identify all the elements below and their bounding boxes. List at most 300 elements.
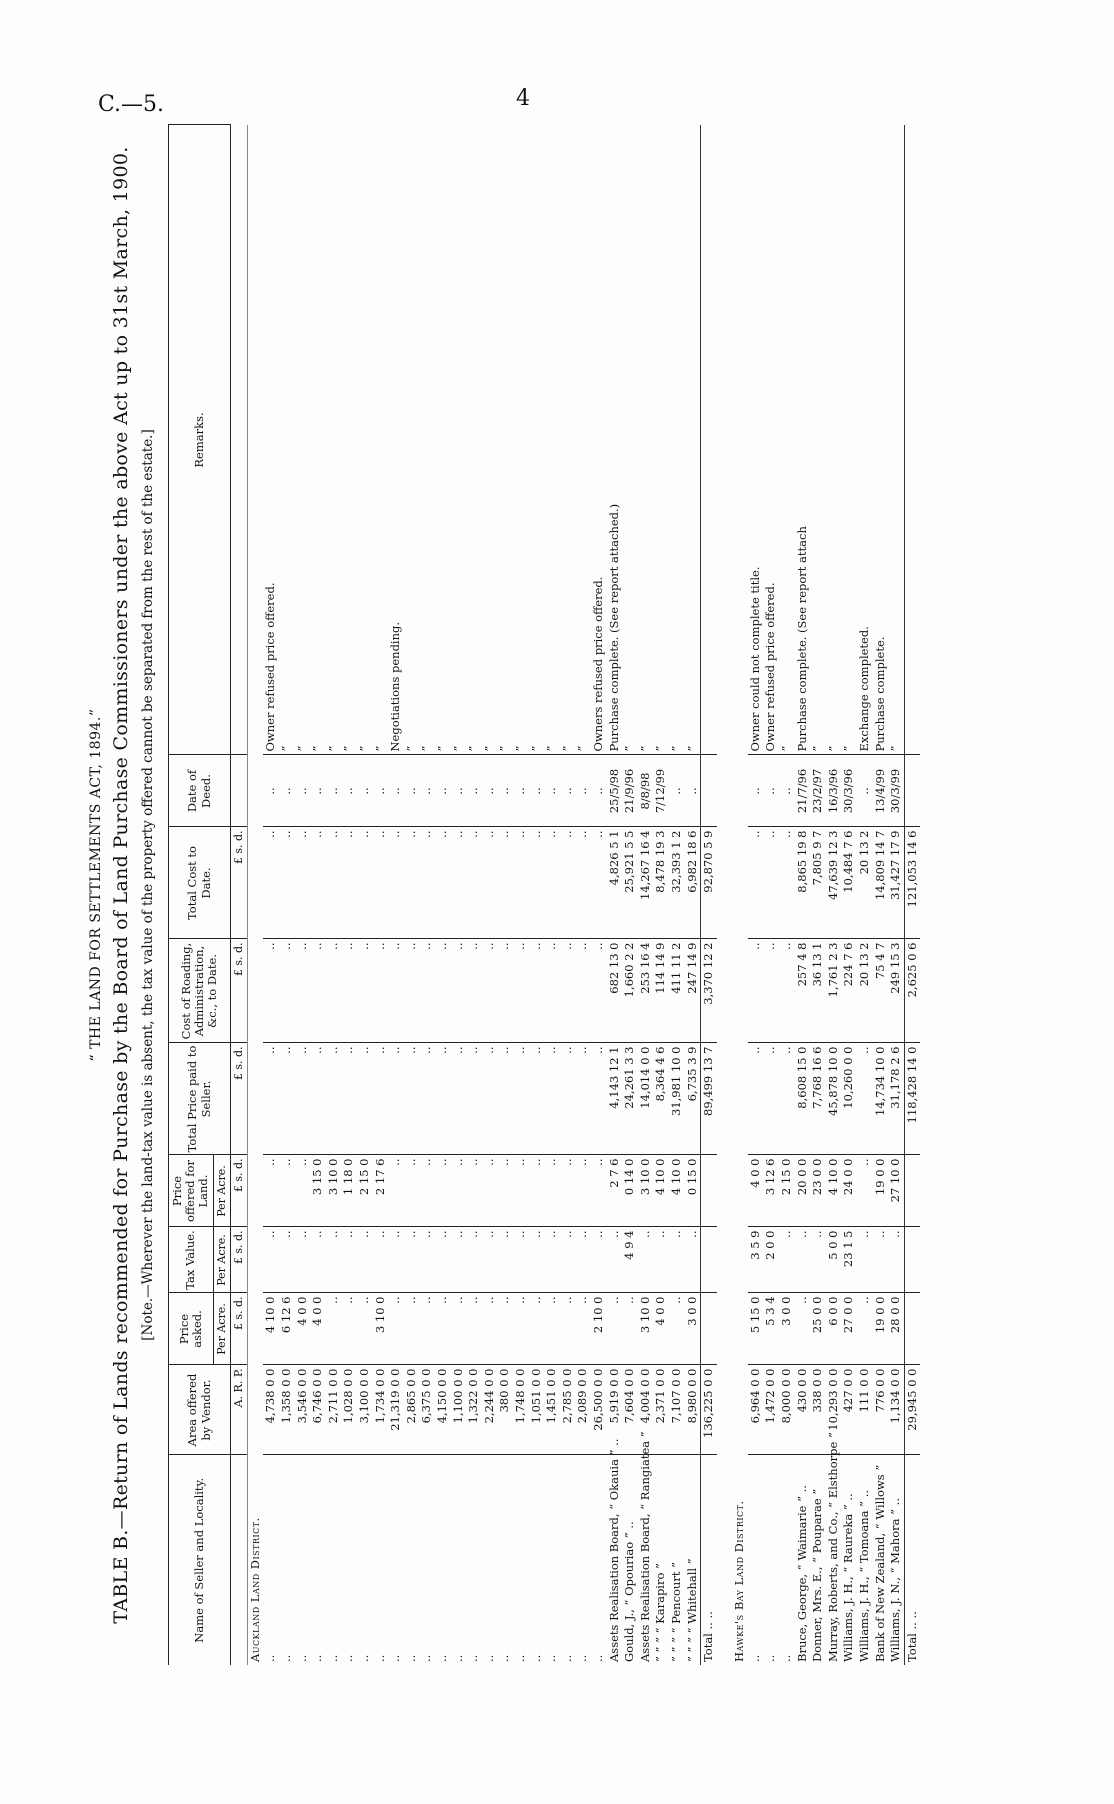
price-offered-cell: 3 10 0 (638, 1155, 654, 1227)
area-offered-cell: 430 0 0 (795, 1365, 811, 1455)
total-price-cell: .. (404, 1043, 420, 1155)
tax-value-cell: .. (326, 1227, 342, 1293)
seller-name-cell: .. (544, 1654, 559, 1662)
area-offered-cell: 1,472 0 0 (763, 1365, 779, 1455)
table-row (295, 125, 311, 1665)
price-offered-cell: 23 0 0 (810, 1155, 826, 1227)
price-offered-cell: 24 0 0 (841, 1155, 857, 1227)
total-cost-cell: 14,267 16 4 (638, 827, 654, 939)
total-cost-cell: .. (435, 827, 451, 939)
price-offered-cell: .. (263, 1155, 279, 1227)
price-offered-cell: 2 7 6 (607, 1155, 623, 1227)
cost-roading-cell: .. (451, 939, 467, 1043)
date-of-deed-cell: .. (373, 755, 389, 827)
total-price-cell: .. (482, 1043, 498, 1155)
date-of-deed-cell: .. (779, 755, 795, 827)
total-cost-cell: 4,826 5 1 (607, 827, 623, 939)
date-of-deed-cell: .. (404, 755, 420, 827)
total-price: 118,428 14 0 (904, 1043, 920, 1155)
seller-name-cell: .. (403, 1654, 418, 1662)
price-asked-cell: .. (560, 1293, 576, 1365)
remarks-cell: ” (513, 125, 529, 755)
date-of-deed-cell: .. (419, 755, 435, 827)
seller-name-cell: .. (763, 1654, 778, 1662)
seller-name-cell: .. (497, 1654, 512, 1662)
remarks-cell: ” (341, 125, 357, 755)
tax-value-cell: .. (795, 1227, 811, 1293)
total-price-cell: .. (513, 1043, 529, 1155)
unit-row (231, 125, 248, 1665)
total-price-cell: .. (529, 1043, 545, 1155)
total-price-cell: .. (763, 1043, 779, 1155)
cost-roading-cell: 20 13 2 (857, 939, 873, 1043)
remarks-cell: ” (638, 125, 654, 755)
total-cost-cell: .. (451, 827, 467, 939)
total-cost-cell: .. (279, 827, 295, 939)
date-of-deed-cell: .. (435, 755, 451, 827)
date-of-deed-cell: .. (357, 755, 373, 827)
tax-value-cell: .. (419, 1227, 435, 1293)
table-row (763, 125, 779, 1665)
area-offered-cell: 3,546 0 0 (295, 1365, 311, 1455)
remarks-cell: ” (779, 125, 795, 755)
tax-value-cell: .. (388, 1227, 404, 1293)
date-of-deed-cell: .. (575, 755, 591, 827)
seller-name-cell: ” ” ” “ Whitehall ” (684, 1558, 699, 1662)
total-cost: 92,870 5 9 (701, 827, 717, 939)
total-price-cell: 14,734 10 0 (873, 1043, 889, 1155)
seller-name-cell: Gould, J., “ Opouriao ” .. (622, 1521, 637, 1662)
cost-roading-cell: .. (560, 939, 576, 1043)
area-offered-cell: 6,375 0 0 (419, 1365, 435, 1455)
tax-value-cell: 23 1 5 (841, 1227, 857, 1293)
cost-roading-cell: 257 4 8 (795, 939, 811, 1043)
cost-roading-cell: .. (388, 939, 404, 1043)
total-cost-roading: 2,625 0 6 (904, 939, 920, 1043)
total-price-cell: 10,260 0 0 (841, 1043, 857, 1155)
total-price-cell: .. (857, 1043, 873, 1155)
table-row (482, 125, 498, 1665)
seller-name-cell: .. (590, 1654, 605, 1662)
total-cost-cell: 47,639 12 3 (826, 827, 842, 939)
header-cost-roading: Cost of Roading, Administration, &c., to Date. (169, 939, 231, 1043)
price-asked-cell: 5 15 0 (748, 1293, 764, 1365)
date-of-deed-cell: 16/3/96 (826, 755, 842, 827)
tax-value-cell: 2 0 0 (763, 1227, 779, 1293)
seller-name-cell: .. (372, 1654, 387, 1662)
date-of-deed-cell: .. (513, 755, 529, 827)
total-cost-cell: 8,865 19 8 (795, 827, 811, 939)
remarks-cell: ” (404, 125, 420, 755)
price-asked-cell: .. (575, 1293, 591, 1365)
seller-name-cell: Assets Realisation Board, “ Okauia ” .. (606, 1438, 621, 1662)
seller-name-cell: Williams, J. H., “ Tomoana ” .. (857, 1489, 872, 1662)
seller-name-cell: .. (779, 1654, 794, 1662)
table-row (388, 125, 404, 1665)
total-price-cell: .. (544, 1043, 560, 1155)
total-price-cell: .. (419, 1043, 435, 1155)
cost-roading-cell: .. (529, 939, 545, 1043)
date-of-deed-cell: .. (763, 755, 779, 827)
price-offered-cell: .. (388, 1155, 404, 1227)
auckland-rows (263, 125, 700, 1665)
price-offered-cell: 2 15 0 (357, 1155, 373, 1227)
date-of-deed-cell: .. (685, 755, 701, 827)
cost-roading-cell: 249 15 3 (888, 939, 904, 1043)
price-asked-cell: 27 0 0 (841, 1293, 857, 1365)
return-of-lands-table (168, 125, 920, 1666)
price-asked-cell: 6 0 0 (826, 1293, 842, 1365)
table-row (622, 125, 638, 1665)
cost-roading-cell: 1,761 2 3 (826, 939, 842, 1043)
tax-value-cell: .. (466, 1227, 482, 1293)
total-cost-cell: .. (482, 827, 498, 939)
total-cost-cell: .. (419, 827, 435, 939)
cost-roading-cell: .. (419, 939, 435, 1043)
seller-name-cell: .. (310, 1654, 325, 1662)
cost-roading-cell: 1,660 2 2 (622, 939, 638, 1043)
date-of-deed-cell: 30/3/96 (841, 755, 857, 827)
price-offered-cell: 3 15 0 (310, 1155, 326, 1227)
table-row (841, 125, 857, 1665)
seller-name-cell: Assets Realisation Board, “ Rangiatea ” (637, 1431, 652, 1662)
table-row (404, 125, 420, 1665)
cost-roading-cell: .. (544, 939, 560, 1043)
remarks-cell: ” (326, 125, 342, 755)
cost-roading-cell: .. (435, 939, 451, 1043)
seller-name-cell: .. (466, 1654, 481, 1662)
table-row (591, 125, 607, 1665)
total-price-cell: .. (263, 1043, 279, 1155)
cost-roading-cell: .. (482, 939, 498, 1043)
total-price: 89,499 13 7 (701, 1043, 717, 1155)
cost-roading-cell: 224 7 6 (841, 939, 857, 1043)
total-price-cell: 7,768 16 6 (810, 1043, 826, 1155)
price-offered-cell: 0 14 0 (622, 1155, 638, 1227)
date-of-deed-cell: .. (326, 755, 342, 827)
cost-roading-cell: 36 13 1 (810, 939, 826, 1043)
total-price-cell: .. (357, 1043, 373, 1155)
remarks-cell: ” (810, 125, 826, 755)
table-row (435, 125, 451, 1665)
price-asked-cell: 4 10 0 (263, 1293, 279, 1365)
remarks-cell: ” (669, 125, 685, 755)
tax-value-cell: .. (404, 1227, 420, 1293)
total-cost-cell: 31,427 17 9 (888, 827, 904, 939)
unit-total-price: £ s. d. (231, 1043, 248, 1155)
price-asked-cell: 28 0 0 (888, 1293, 904, 1365)
price-asked-cell: 19 0 0 (873, 1293, 889, 1365)
area-offered-cell: 8,980 0 0 (685, 1365, 701, 1455)
header-area: Area offered by Vendor. (169, 1365, 231, 1455)
seller-name-cell: .. (279, 1654, 294, 1662)
table-row (544, 125, 560, 1665)
price-offered-cell: .. (482, 1155, 498, 1227)
header-total-cost: Total Cost to Date. (169, 827, 231, 939)
price-asked-cell: 2 10 0 (591, 1293, 607, 1365)
tax-value-cell: .. (575, 1227, 591, 1293)
remarks-cell: Owners refused price offered. (591, 125, 607, 755)
tax-value-cell: .. (544, 1227, 560, 1293)
seller-name-cell: Donner, Mrs. E., “ Pouparae ” (810, 1488, 825, 1662)
cost-roading-cell: .. (310, 939, 326, 1043)
tax-value-cell: .. (685, 1227, 701, 1293)
seller-name-cell: .. (357, 1654, 372, 1662)
remarks-cell: Owner refused price offered. (763, 125, 779, 755)
price-offered-cell: .. (404, 1155, 420, 1227)
price-asked-cell: 3 0 0 (779, 1293, 795, 1365)
date-of-deed-cell: .. (857, 755, 873, 827)
seller-name-cell: .. (294, 1654, 309, 1662)
tax-value-cell: .. (310, 1227, 326, 1293)
seller-name-cell: .. (435, 1654, 450, 1662)
price-asked-cell: 3 10 0 (638, 1293, 654, 1365)
table-row (638, 125, 654, 1665)
total-price-cell: .. (591, 1043, 607, 1155)
remarks-cell: Purchase complete. (See report attached.) (607, 125, 623, 755)
remarks-cell: ” (497, 125, 513, 755)
cost-roading-cell: .. (466, 939, 482, 1043)
remarks-cell: ” (622, 125, 638, 755)
tax-value-cell: .. (341, 1227, 357, 1293)
seller-name-cell: .. (419, 1654, 434, 1662)
area-offered-cell: 1,051 0 0 (529, 1365, 545, 1455)
price-asked-cell: .. (497, 1293, 513, 1365)
price-asked-cell: .. (607, 1293, 623, 1365)
total-cost-cell: .. (763, 827, 779, 939)
total-cost-cell: .. (560, 827, 576, 939)
tax-value-cell: .. (669, 1227, 685, 1293)
price-asked-cell: 5 3 4 (763, 1293, 779, 1365)
price-asked-cell: .. (857, 1293, 873, 1365)
remarks-cell: ” (419, 125, 435, 755)
total-cost-cell: 6,982 18 6 (685, 827, 701, 939)
header-per-acre-tax: Per Acre. (213, 1227, 231, 1293)
total-price-cell: .. (451, 1043, 467, 1155)
total-cost-cell: 14,809 14 7 (873, 827, 889, 939)
date-of-deed-cell: .. (310, 755, 326, 827)
area-offered-cell: 776 0 0 (873, 1365, 889, 1455)
table-row (607, 125, 623, 1665)
table-note: [Note.—Wherever the land-tax value is absent, the tax value of the property offered cannot be separated from the rest of the estate.] (140, 429, 156, 1341)
total-cost-cell: .. (263, 827, 279, 939)
tax-value-cell: 3 5 9 (748, 1227, 764, 1293)
total-cost-cell: 8,478 19 3 (653, 827, 669, 939)
table-title: TABLE B.—Return of Lands recommended for Purchase by the Board of Land Purchase Commissioners under the above Act up to 31st March, 1900. (110, 146, 132, 1624)
cost-roading-cell: .. (357, 939, 373, 1043)
area-offered-cell: 111 0 0 (857, 1365, 873, 1455)
price-offered-cell: .. (591, 1155, 607, 1227)
remarks-cell: ” (435, 125, 451, 755)
price-asked-cell: .. (326, 1293, 342, 1365)
date-of-deed-cell: .. (466, 755, 482, 827)
total-cost-cell: .. (575, 827, 591, 939)
seller-name-cell: .. (481, 1654, 496, 1662)
total-cost-cell: .. (341, 827, 357, 939)
tax-value-cell: .. (529, 1227, 545, 1293)
price-asked-cell: 4 0 0 (295, 1293, 311, 1365)
header-per-acre-asked: Per Acre. (213, 1293, 231, 1365)
tax-value-cell: .. (873, 1227, 889, 1293)
total-price-cell: .. (295, 1043, 311, 1155)
total-price-cell: .. (310, 1043, 326, 1155)
area-offered-cell: 2,785 0 0 (560, 1365, 576, 1455)
total-price-cell: .. (326, 1043, 342, 1155)
area-offered-cell: 1,028 0 0 (341, 1365, 357, 1455)
total-cost-cell: .. (748, 827, 764, 939)
area-offered-cell: 6,964 0 0 (748, 1365, 764, 1455)
page-number: 4 (516, 86, 530, 111)
price-offered-cell: .. (857, 1155, 873, 1227)
seller-name-cell: .. (263, 1654, 278, 1662)
total-cost-cell: .. (357, 827, 373, 939)
remarks-cell: ” (575, 125, 591, 755)
date-of-deed-cell: 25/5/98 (607, 755, 623, 827)
area-offered-cell: 4,738 0 0 (263, 1365, 279, 1455)
seller-name-cell: Williams, J. N., “ Mahora ” .. (888, 1498, 903, 1662)
seller-name-cell: .. (325, 1654, 340, 1662)
table-row (653, 125, 669, 1665)
price-offered-cell: 27 10 0 (888, 1155, 904, 1227)
price-asked-cell: .. (622, 1293, 638, 1365)
table-row (310, 125, 326, 1665)
table-row (279, 125, 295, 1665)
total-price-cell: .. (466, 1043, 482, 1155)
header-tax-value: Tax Value. (169, 1227, 214, 1293)
cost-roading-cell: .. (748, 939, 764, 1043)
total-cost-cell: .. (295, 827, 311, 939)
price-asked-cell: 6 12 6 (279, 1293, 295, 1365)
date-of-deed-cell: .. (451, 755, 467, 827)
table-row (873, 125, 889, 1665)
table-row (451, 125, 467, 1665)
area-offered-cell: 3,100 0 0 (357, 1365, 373, 1455)
district-heading-row (247, 125, 263, 1665)
seller-name-cell: .. (341, 1654, 356, 1662)
price-offered-cell: 2 15 0 (779, 1155, 795, 1227)
tax-value-cell: .. (357, 1227, 373, 1293)
total-price-cell: .. (575, 1043, 591, 1155)
total-cost-cell: .. (326, 827, 342, 939)
price-offered-cell: 3 10 0 (326, 1155, 342, 1227)
tax-value-cell: .. (638, 1227, 654, 1293)
table-row (560, 125, 576, 1665)
remarks-cell: ” (451, 125, 467, 755)
price-asked-cell: 4 0 0 (310, 1293, 326, 1365)
tax-value-cell: .. (591, 1227, 607, 1293)
area-offered-cell: 1,358 0 0 (279, 1365, 295, 1455)
tax-value-cell: .. (482, 1227, 498, 1293)
area-offered-cell: 2,865 0 0 (404, 1365, 420, 1455)
date-of-deed-cell: .. (482, 755, 498, 827)
price-asked-cell: .. (451, 1293, 467, 1365)
remarks-cell: ” (310, 125, 326, 755)
price-offered-cell: .. (279, 1155, 295, 1227)
price-offered-cell: 3 12 6 (763, 1155, 779, 1227)
table-row (263, 125, 279, 1665)
cost-roading-cell: .. (295, 939, 311, 1043)
area-offered-cell: 21,319 0 0 (388, 1365, 404, 1455)
remarks-cell: Negotiations pending. (388, 125, 404, 755)
price-offered-cell: 4 0 0 (748, 1155, 764, 1227)
total-cost-cell: .. (544, 827, 560, 939)
area-offered-cell: 427 0 0 (841, 1365, 857, 1455)
cost-roading-cell: 114 14 9 (653, 939, 669, 1043)
price-offered-cell: 4 10 0 (653, 1155, 669, 1227)
remarks-cell: ” (841, 125, 857, 755)
remarks-cell: ” (357, 125, 373, 755)
total-price-cell: .. (373, 1043, 389, 1155)
date-of-deed-cell: 13/4/99 (873, 755, 889, 827)
price-offered-cell: 19 0 0 (873, 1155, 889, 1227)
header-price-asked: Price asked. (169, 1293, 214, 1365)
auckland-heading: Auckland Land District. (247, 1517, 262, 1662)
cost-roading-cell: 253 16 4 (638, 939, 654, 1043)
remarks-cell: ” (373, 125, 389, 755)
price-offered-cell: 4 10 0 (669, 1155, 685, 1227)
cost-roading-cell: .. (513, 939, 529, 1043)
price-asked-cell: 4 0 0 (653, 1293, 669, 1365)
remarks-cell: ” (279, 125, 295, 755)
area-offered-cell: 4,150 0 0 (435, 1365, 451, 1455)
area-offered-cell: 7,107 0 0 (669, 1365, 685, 1455)
price-asked-cell: .. (388, 1293, 404, 1365)
spacer-row (717, 125, 733, 1665)
remarks-cell: ” (826, 125, 842, 755)
header-name: Name of Seller and Locality. (169, 1455, 231, 1665)
area-offered-cell: 1,322 0 0 (466, 1365, 482, 1455)
total-cost-cell: 7,805 9 7 (810, 827, 826, 939)
price-asked-cell: .. (357, 1293, 373, 1365)
area-offered-cell: 7,604 0 0 (622, 1365, 638, 1455)
table-row (795, 125, 811, 1665)
remarks-cell: ” (560, 125, 576, 755)
cost-roading-cell: .. (779, 939, 795, 1043)
cost-roading-cell: .. (341, 939, 357, 1043)
table-row (419, 125, 435, 1665)
date-of-deed-cell: 30/3/99 (888, 755, 904, 827)
price-offered-cell: .. (529, 1155, 545, 1227)
tax-value-cell: .. (263, 1227, 279, 1293)
price-offered-cell: 4 10 0 (826, 1155, 842, 1227)
date-of-deed-cell: .. (560, 755, 576, 827)
total-price-cell: .. (560, 1043, 576, 1155)
district-heading-row (732, 125, 748, 1665)
total-label: Total .. .. (904, 1455, 920, 1665)
total-price-cell: 8,364 4 6 (653, 1043, 669, 1155)
table-row (529, 125, 545, 1665)
total-cost-cell: .. (310, 827, 326, 939)
cost-roading-cell: 682 13 0 (607, 939, 623, 1043)
remarks-cell: Purchase complete. (873, 125, 889, 755)
price-asked-cell: 25 0 0 (810, 1293, 826, 1365)
tax-value-cell: .. (779, 1227, 795, 1293)
area-offered-cell: 2,089 0 0 (575, 1365, 591, 1455)
total-cost: 121,053 14 6 (904, 827, 920, 939)
area-offered-cell: 8,000 0 0 (779, 1365, 795, 1455)
hawkes-bay-heading: Hawke's Bay Land District. (732, 1500, 747, 1662)
total-price-cell: .. (341, 1043, 357, 1155)
header-date-of-deed: Date of Deed. (169, 755, 231, 827)
header-price-offered: Price offered for Land. (169, 1155, 214, 1227)
remarks-cell: ” (295, 125, 311, 755)
tax-value-cell: 4 9 4 (622, 1227, 638, 1293)
unit-total-cost: £ s. d. (231, 827, 248, 939)
area-offered-cell: 5,919 0 0 (607, 1365, 623, 1455)
cost-roading-cell: .. (575, 939, 591, 1043)
price-offered-cell: .. (451, 1155, 467, 1227)
total-cost-cell: 20 13 2 (857, 827, 873, 939)
